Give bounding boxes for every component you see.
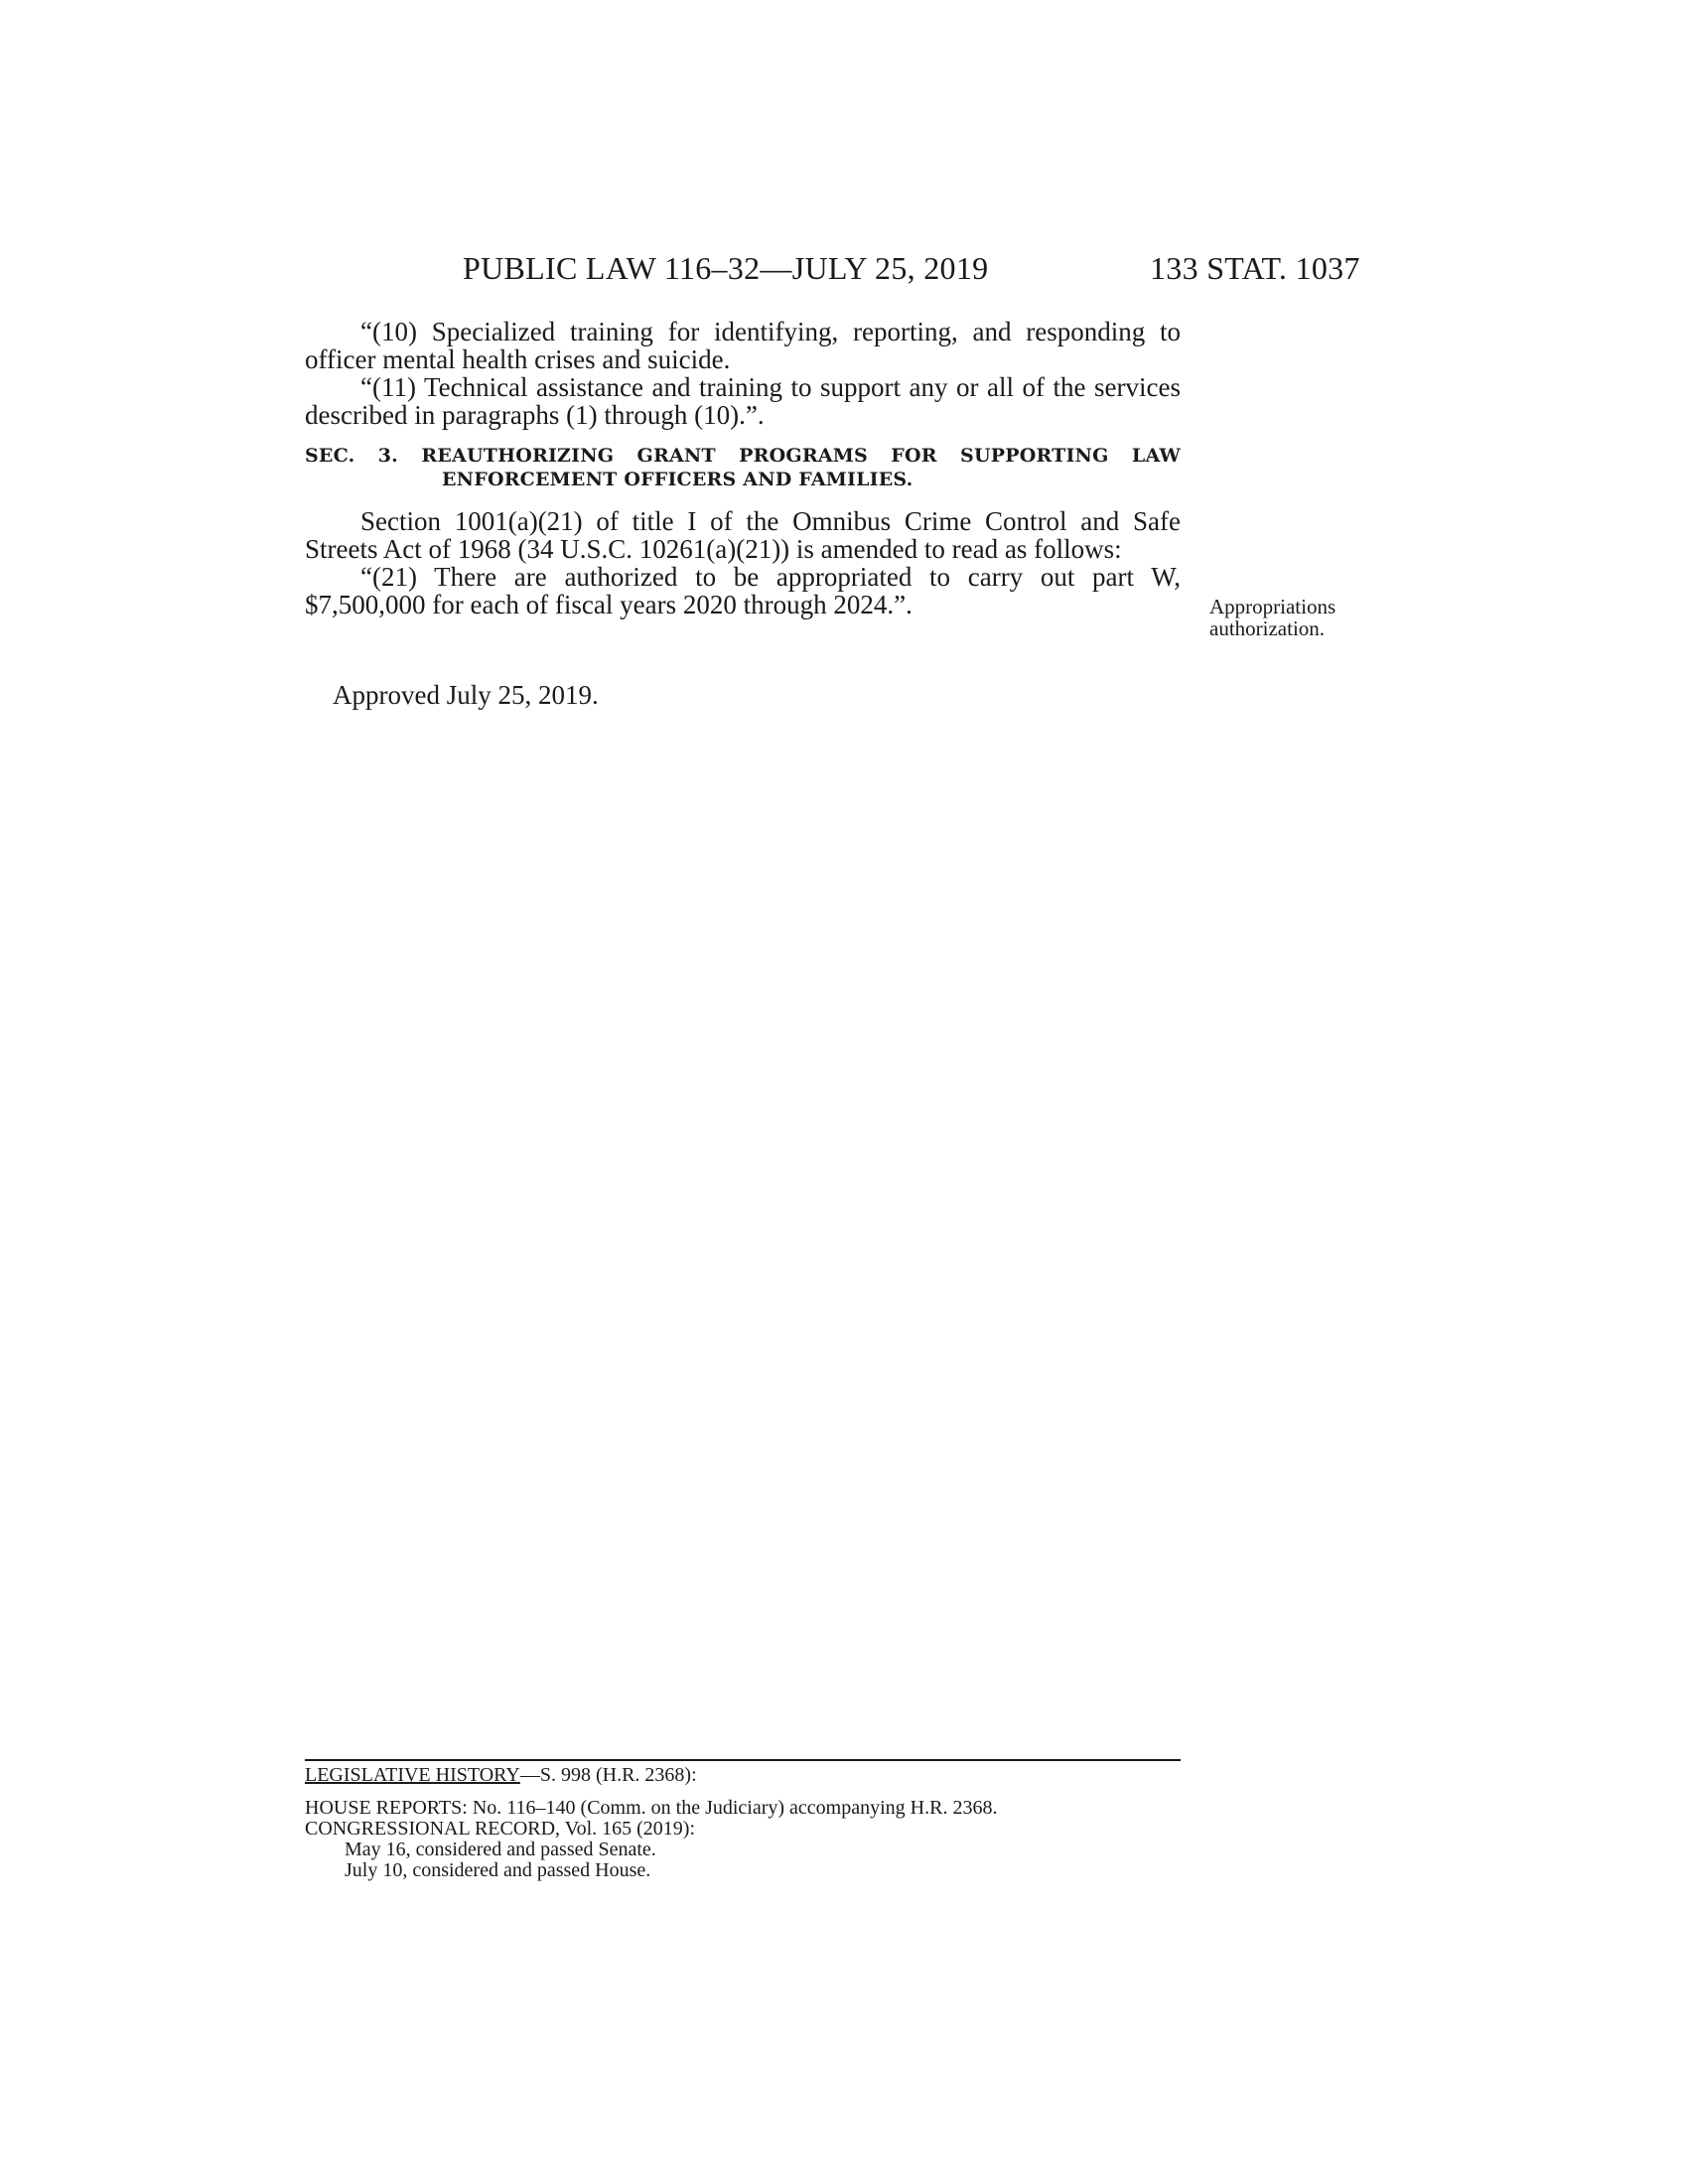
paragraph-10: “(10) Specialized training for identifying, reporting, and responding to officer mental health crises and suicide.: [305, 317, 1181, 374]
congressional-record: CONGRESSIONAL RECORD, Vol. 165 (2019):: [305, 1818, 695, 1840]
section-heading: [305, 444, 1181, 491]
paragraph-21: “(21) There are authorized to be appropriated to carry out part W, $7,500,000 for each of fiscal years 2020 through 2024.”.: [305, 562, 1181, 619]
margin-note-line1: Appropriations: [1209, 595, 1336, 618]
house-reports: HOUSE REPORTS: No. 116–140 (Comm. on the Judiciary) accompanying H.R. 2368.: [305, 1797, 998, 1819]
legislative-history-title: [305, 1765, 697, 1786]
legislative-history-bill: —S. 998 (H.R. 2368):: [519, 1764, 697, 1786]
running-head: PUBLIC LAW 116–32—JULY 25, 2019: [463, 250, 989, 286]
paragraph-11: “(11) Technical assistance and training to support any or all of the services described in paragraphs (1) through (10).”.: [305, 372, 1181, 430]
section-heading-line1: SEC. 3. REAUTHORIZING GRANT PROGRAMS FOR SUPPORTING LAW: [305, 445, 1181, 467]
margin-note-line2: authorization.: [1209, 616, 1326, 640]
section-heading-line2: ENFORCEMENT OFFICERS AND FAMILIES.: [442, 469, 914, 490]
legislative-history-label: LEGISLATIVE HISTORY: [305, 1764, 520, 1786]
history-divider: [305, 1759, 1181, 1761]
statute-citation: 133 STAT. 1037: [1150, 250, 1360, 286]
margin-note: [1209, 596, 1336, 639]
section-3-body: [305, 507, 1181, 618]
section-3-text: Section 1001(a)(21) of title I of the Omnibus Crime Control and Safe Streets Act of 1968 (34 U.S.C. 10261(a)(21)) is amended to read as follows:: [305, 506, 1181, 564]
approval-date: Approved July 25, 2019.: [333, 680, 599, 710]
amended-paragraphs: [305, 318, 1181, 429]
record-entry-senate: May 16, considered and passed Senate.: [345, 1839, 656, 1860]
legislative-history: [305, 1765, 1181, 1881]
record-entry-house: July 10, considered and passed House.: [345, 1859, 651, 1881]
